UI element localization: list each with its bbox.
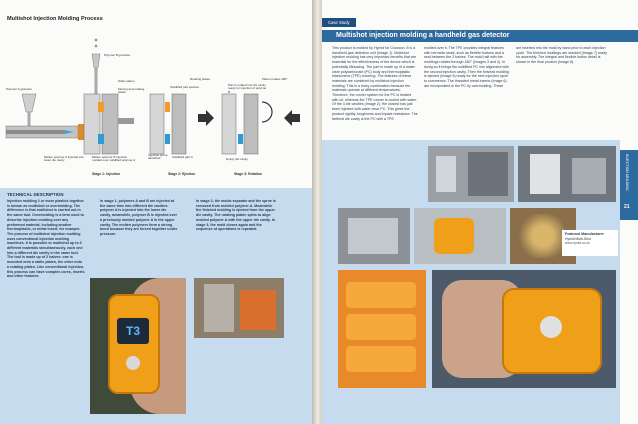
label-sprue: Injection sprue detached: [148, 153, 168, 161]
tech-col-1: Injection molding 2 or more plastics together is known as multishot or overmolding. The difference is that multishot is carried out in the same tool. Overmolding is a term used to describe injection molding over any preformed material, including another thermoplastic, or metal insert, for example. The process of multishot injection molding uses conventional injection molding machines. It is possible to multishot up to 6 different materials simultaneously, each one into a different die cavity in the same tool. The tool is made up of 2 halves: one is mounted onto a static platen, the other onto a rotating platen. Like conventional injection, this process can have complex cores, inserts and other features.: [7, 199, 85, 279]
injection-barrel: [6, 124, 84, 140]
manufacturer-heading: Featured Manufacturer: [565, 232, 604, 236]
tech-col-2: In stage 1, polymers A and B are injected at the same time into different die cavities: polymer A is injected into the lower die cavity, meanwhile, polymer B is injected over a previously molded polymer A in the upper cavity. The molten polymers form a strong bond because they are forced together under pressure.: [100, 199, 178, 236]
photo-gas-detector-hand: [90, 278, 186, 414]
photo-ejected-part: [414, 208, 506, 264]
manufacturer-box: [562, 230, 618, 256]
mold-stage-1: [84, 94, 134, 154]
right-page: [322, 0, 638, 424]
manufacturer-name: Hymid Multi-Shot: [565, 237, 591, 241]
label-static-platen: Static platen: [118, 79, 135, 83]
case-col-1: This product is molded by Hymid for Crowcon. It is a handheld gas detection unit (Image 1). Multishot injection molding has very important benefits that are essential for the effectiveness of the device which is potentially lifesaving. The part is made up of a water clear polycarbonate (PC) body and thermoplastic elastomeric (TPE) covering. The features of these materials are combined by multishot injection molding. This is a tricky combination because the materials operate at different temperatures. Therefore, the runner system for the PC is heated with oil, whereas the TPE runner is cooled with water. Of the 4 die cavities (Image 2), the closest has just been injected with water clear PC. This gives the product rigidity, toughness and impact resistance. The farthest die cavity is the PC with a TPE: [332, 46, 418, 121]
photo-rotating-mold: [338, 208, 410, 264]
device-body: [108, 294, 160, 394]
label-moving-platen: Moving and rotating platen: [118, 87, 145, 95]
tech-title: TECHNICAL DESCRIPTION: [7, 192, 64, 197]
manufacturer-url: www.hymid.co.uk: [565, 241, 590, 245]
device-screen: [117, 318, 149, 344]
cavity-shape-light: [530, 154, 560, 194]
tech-panel: [0, 188, 314, 424]
photo-mold-cavities-1: [428, 146, 514, 202]
mold-plate-photo: [204, 284, 234, 332]
side-tab: [620, 150, 638, 220]
label-solidified-part: Solidified part ejected: [170, 85, 199, 89]
mold-stage-3: [222, 94, 300, 154]
case-col-3: are inserted into the mold by hand prior to each injection cycle. The finished moldings are stacked (Image 7) ready for assembly. The integral and flexible button detail is shown in the final product (Image 8).: [516, 46, 608, 65]
left-page: [0, 0, 314, 424]
label-molten-a: Molten polymer A injected into lower die cavity: [44, 155, 84, 163]
label-polymer-b: Polymer B granules: [104, 53, 131, 57]
ejected-orange-part: [434, 218, 474, 254]
photo-mold-cavities-2: [518, 146, 616, 202]
label-empty-die: Empty die cavity: [226, 157, 248, 161]
title-text: Multishot injection molding a handheld gas detector: [336, 32, 510, 39]
cavity-shape-mid: [572, 158, 606, 194]
mold-stage-2: [150, 94, 214, 154]
label-ejected-part: Part is rotated into the cavity ready for injection of polymer B: [228, 83, 267, 94]
stacked-part-3: [346, 346, 416, 372]
photo-mold-machine: [194, 278, 284, 338]
side-tab-text: INJECTION MOLDING: [625, 154, 629, 191]
stage-3-label: Stage 3: Rotation: [234, 172, 262, 176]
photo-stacked-moldings: [338, 270, 426, 388]
process-diagram: [0, 22, 314, 202]
diagram-title: Multishot Injection Molding Process: [7, 16, 103, 22]
page-number: 21: [624, 204, 630, 210]
mold-face: [348, 218, 398, 254]
label-rotating-platen: Rotating platen: [190, 77, 211, 81]
cavity-shape: [436, 156, 456, 192]
cavity-shape-dark: [468, 152, 508, 196]
final-device: [502, 288, 602, 374]
stage-1-label: Stage 1: Injection: [92, 172, 121, 176]
case-study-tag: Case Study: [322, 18, 356, 27]
label-platen-rotates: Platen rotates 180°: [262, 77, 288, 81]
stage-2-label: Stage 2: Ejection: [168, 172, 196, 176]
device-button: [126, 356, 140, 370]
case-col-2: molded over it. The TPE provides integral features with hermetic seals, such as flexible buttons and a seal between the 2 halves. The mold half with the moldings rotates through 180° (Images 3 and 4). In doing so it brings the solidified PC into alignment with the second injection cavity. Then the finished molding is ejected (Image 5) ready for the next injection cycle to commence. The threaded metal inserts (Image 6) are incorporated in the PC by overmolding. These: [424, 46, 509, 88]
photo-final-product: [432, 270, 616, 388]
label-polymer-a: Polymer A granules: [6, 87, 32, 91]
device-screen-text: T3: [125, 324, 140, 338]
orange-parts-photo: [240, 290, 276, 330]
title-bar: [322, 30, 638, 42]
tech-col-3: In stage 2, the molds separate and the sprue is removed from molded polymer A. Meanwhile the finished molding is ejected from the upper die cavity. The rotating platen spins to align molded polymer A with the upper die cavity. In stage 3, the mold closes again and the sequence of operations is repeated.: [196, 199, 276, 232]
hopper-left: [22, 94, 36, 130]
device-flexible-button: [540, 316, 562, 338]
label-solidified-part-a: Solidified part A: [172, 155, 193, 159]
stacked-part-2: [346, 314, 416, 340]
stacked-part-1: [346, 282, 416, 308]
label-molten-b: Molten polymer B injection molded over solidified polymer A: [92, 155, 136, 163]
